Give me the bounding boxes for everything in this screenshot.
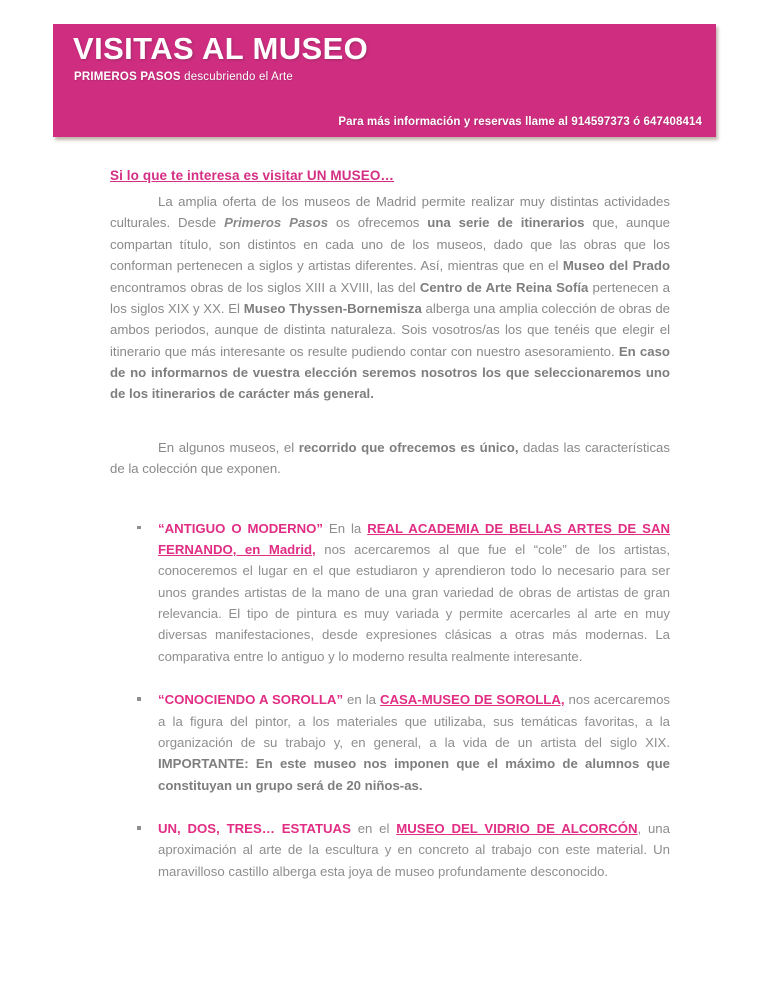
bullet-body-0: nos acercaremos al que fue el “cole” de los artistas, conoceremos el lugar en el que estudiaron y aprendieron todo lo necesario para ser unos grandes artistas de la mano de una gran variedad de obras de artistas de gran relevancia. El tipo de pintura es muy variada y permite acercarles al arte en muy diversas manifestaciones, desde expresiones clásicas a otras más modernas. La comparativa entre lo antiguo y lo moderno resulta realmente interesante. [158,541,670,664]
bullet-marker-icon [137,526,141,530]
intro-bold-reina-sofia: Centro de Arte Reina Sofía [419,279,589,295]
bullet-connector-1: en la [343,692,380,708]
bullet-body-1: nos acercaremos a la figura del pintor, a los materiales que utilizaba, sus temáticas favoritas, a la organización de su trabajo y, en general, a la vida de un artista del siglo XIX. [158,692,670,750]
bullet-marker-icon [137,697,141,701]
intro-paragraph [110,191,670,405]
banner-subtitle-rest: descubriendo el Arte [180,71,293,83]
bullet-connector-0: En la [323,520,368,536]
bullet-venue-casa-museo-sorolla[interactable]: CASA-MUSEO DE SOROLLA, [379,692,565,708]
intro-text-4: encontramos obras de los siglos XIII a XVIII, las del [110,279,420,295]
bullet-body-bold-importante: IMPORTANTE: En este museo nos imponen que el máximo de alumnos que constituyan un grupo será de 20 niños-as. [158,756,670,793]
intro-bold-museo-prado: Museo del Prado [562,258,670,274]
museum-itinerary-list [110,518,670,883]
bullet-title-un-dos-tres-estatuas: UN, DOS, TRES… ESTATUAS [158,821,351,836]
bullet-content [158,518,670,668]
bullet-venue-museo-vidrio-alcorcon[interactable]: MUSEO DEL VIDRIO DE ALCORCÓN [396,821,638,836]
banner-contact-info: Para más información y reservas llame al 914597373 ó 647408414 [338,116,702,128]
list-item [110,689,670,796]
second-text-1: En algunos museos, el [158,439,299,455]
second-text-2: dadas las características de la colección que exponen. [110,439,670,477]
intro-text-5: pertenecen a los siglos XIX y XX. El [110,279,670,316]
header-banner [53,24,716,137]
intro-text-6: alberga una amplia colección de obras de ambos periodos, aunque de distinta naturaleza. Sois vosotros/as los que tenéis que elegir el itinerario que más interesante os resulte pudiendo contar con nuestro asesoramiento. [110,300,671,359]
bullet-body-2: , una aproximación al arte de la escultura y en concreto al trabajo con este material. Un maravilloso castillo alberga esta joya de museo profundamente desconocido. [158,821,670,879]
list-item [110,818,670,882]
document-body [110,168,670,882]
intro-text-1: La amplia oferta de los museos de Madrid permite realizar muy distintas actividades culturales. Desde [110,194,670,231]
intro-text-2: os ofrecemos [328,215,428,231]
intro-bold-eleccion: En caso de no informarnos de vuestra elección seremos nosotros los que seleccionaremos uno de los itinerarios de carácter más general. [110,343,670,402]
section-heading: Si lo que te interesa es visitar UN MUSEO… [110,168,395,183]
paragraph-spacer [110,405,670,437]
bullet-title-conociendo-a-sorolla: “CONOCIENDO A SOROLLA” [158,692,344,708]
banner-subtitle [74,71,293,85]
second-bold-recorrido: recorrido que ofrecemos es único, [298,439,519,455]
intro-text-3: que, aunque compartan título, son distintos en cada uno de los museos, dado que las obras que los conforman pertenecen a siglos y artistas diferentes. Así, mientras que en el [110,215,670,274]
list-item [110,518,670,668]
bullet-title-antiguo-o-moderno: “ANTIGUO O MODERNO” [158,520,323,536]
intro-bold-itinerarios: una serie de itinerarios [427,215,585,231]
banner-subtitle-bold: PRIMEROS PASOS [74,71,181,83]
bullet-content [158,689,670,796]
banner-title: VISITAS AL MUSEO [73,31,369,66]
bullet-content [158,818,670,882]
second-paragraph [110,437,670,480]
bullet-venue-real-academia[interactable]: REAL ACADEMIA DE BELLAS ARTES DE SAN FERNANDO, en Madrid, [158,520,670,557]
bullet-connector-2: en el [350,821,397,836]
intro-bold-thyssen: Museo Thyssen-Bornemisza [243,300,422,316]
bullet-marker-icon [137,826,141,830]
bullets-spacer [110,480,670,518]
intro-italic-primeros-pasos: Primeros Pasos [224,215,329,231]
